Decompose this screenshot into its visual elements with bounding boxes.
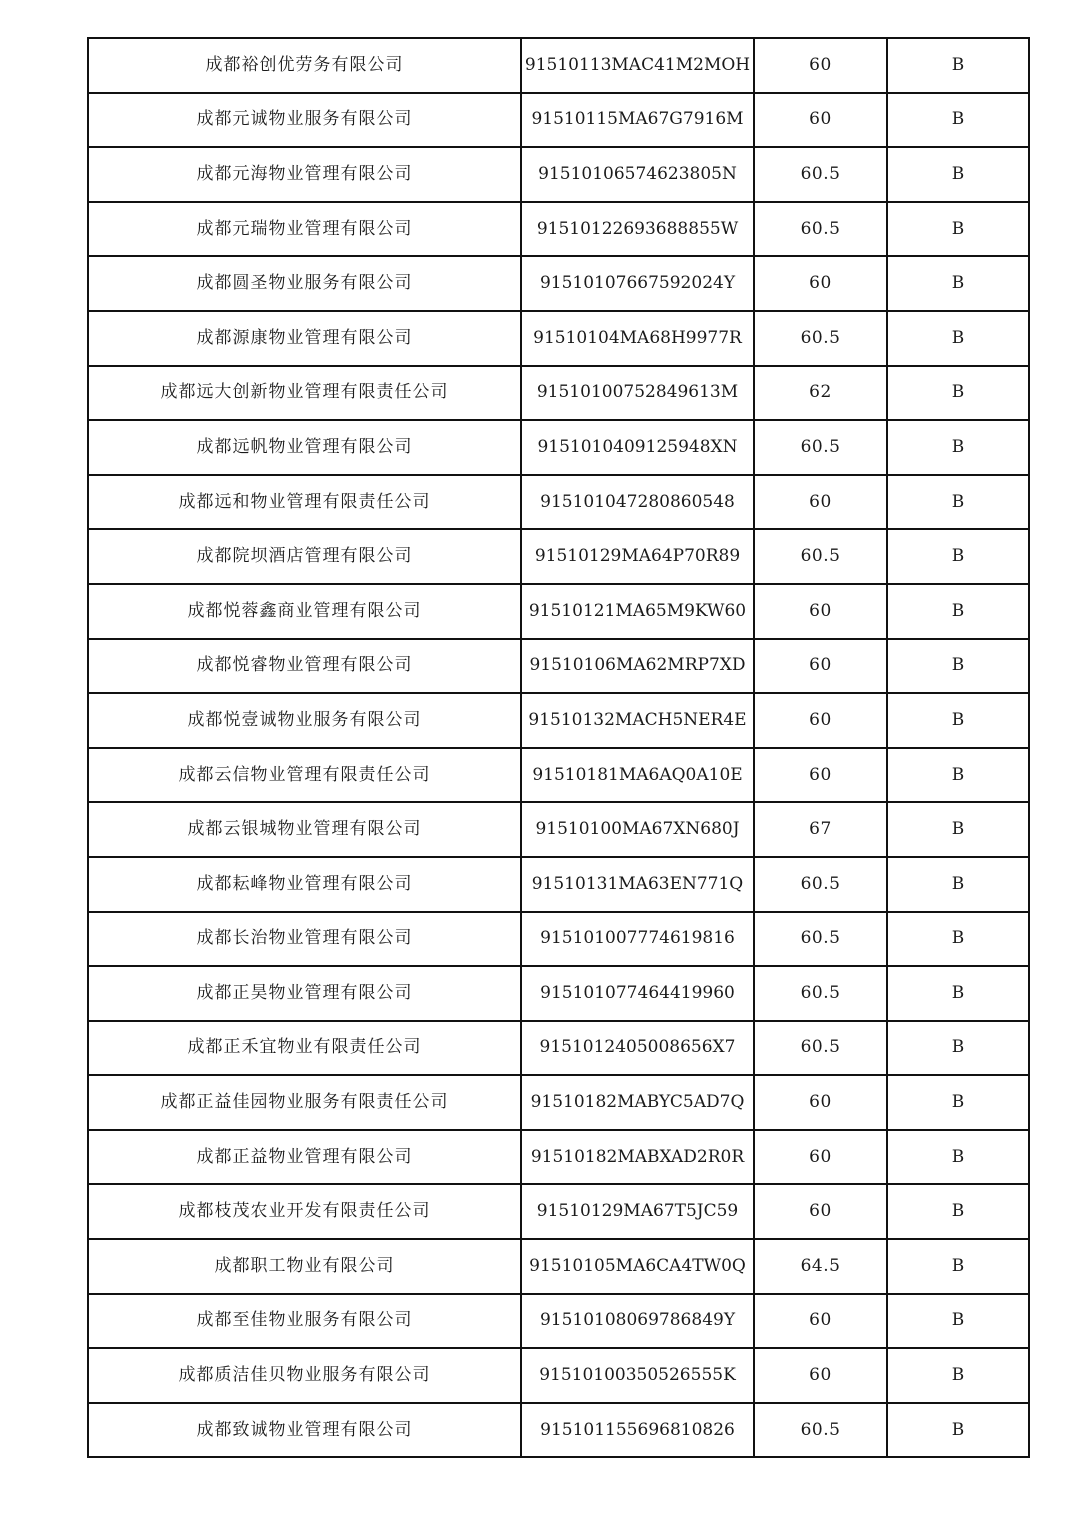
company-name-cell: 成都悦壹诚物业服务有限公司 [88, 693, 521, 748]
credit-code-cell: 91510122693688855W [521, 202, 754, 257]
score-cell: 60 [754, 475, 887, 530]
company-name-cell: 成都远大创新物业管理有限责任公司 [88, 366, 521, 421]
credit-code-cell: 91510129MA67T5JC59 [521, 1184, 754, 1239]
table-row [88, 311, 1029, 366]
credit-code-cell: 91510100752849613M [521, 366, 754, 421]
score-cell: 60.5 [754, 966, 887, 1021]
table-row [88, 802, 1029, 857]
grade-cell: B [887, 1184, 1029, 1239]
grade-cell: B [887, 802, 1029, 857]
company-name-cell: 成都裕创优劳务有限公司 [88, 38, 521, 93]
grade-cell: B [887, 366, 1029, 421]
table-row [88, 1294, 1029, 1349]
score-cell: 60 [754, 1130, 887, 1185]
company-name-cell: 成都正昊物业管理有限公司 [88, 966, 521, 1021]
grade-cell: B [887, 693, 1029, 748]
table-row [88, 1021, 1029, 1076]
company-name-cell: 成都正益佳园物业服务有限责任公司 [88, 1075, 521, 1130]
table-row [88, 912, 1029, 967]
table-row [88, 529, 1029, 584]
score-cell: 60.5 [754, 420, 887, 475]
credit-code-cell: 91510131MA63EN771Q [521, 857, 754, 912]
table-row [88, 748, 1029, 803]
grade-cell: B [887, 93, 1029, 148]
credit-code-cell: 91510181MA6AQ0A10E [521, 748, 754, 803]
score-cell: 60.5 [754, 311, 887, 366]
credit-code-cell: 91510100350526555K [521, 1348, 754, 1403]
company-name-cell: 成都元海物业管理有限公司 [88, 147, 521, 202]
company-name-cell: 成都元诚物业服务有限公司 [88, 93, 521, 148]
score-cell: 62 [754, 366, 887, 421]
table-row [88, 93, 1029, 148]
score-cell: 60.5 [754, 202, 887, 257]
credit-code-cell: 915101155696810826 [521, 1403, 754, 1458]
table-row [88, 38, 1029, 93]
credit-code-cell: 91510105MA6CA4TW0Q [521, 1239, 754, 1294]
company-name-cell: 成都质洁佳贝物业服务有限公司 [88, 1348, 521, 1403]
grade-cell: B [887, 748, 1029, 803]
company-name-cell: 成都元瑞物业管理有限公司 [88, 202, 521, 257]
score-cell: 60 [754, 584, 887, 639]
table-row [88, 584, 1029, 639]
grade-cell: B [887, 639, 1029, 694]
grade-cell: B [887, 38, 1029, 93]
score-cell: 67 [754, 802, 887, 857]
table-row [88, 147, 1029, 202]
credit-code-cell: 91510132MACH5NER4E [521, 693, 754, 748]
table-row [88, 966, 1029, 1021]
company-name-cell: 成都云信物业管理有限责任公司 [88, 748, 521, 803]
credit-code-cell: 91510108069786849Y [521, 1294, 754, 1349]
credit-code-cell: 9151012405008656X7 [521, 1021, 754, 1076]
grade-cell: B [887, 311, 1029, 366]
score-cell: 60.5 [754, 857, 887, 912]
table-row [88, 202, 1029, 257]
credit-code-cell: 91510106574623805N [521, 147, 754, 202]
credit-code-cell: 91510129MA64P70R89 [521, 529, 754, 584]
table-row [88, 693, 1029, 748]
credit-code-cell: 91510104MA68H9977R [521, 311, 754, 366]
table-row [88, 475, 1029, 530]
grade-cell: B [887, 147, 1029, 202]
score-cell: 60 [754, 1348, 887, 1403]
company-name-cell: 成都源康物业管理有限公司 [88, 311, 521, 366]
score-cell: 60 [754, 1184, 887, 1239]
credit-code-cell: 91510107667592024Y [521, 256, 754, 311]
grade-cell: B [887, 420, 1029, 475]
table-body [88, 38, 1029, 1457]
grade-cell: B [887, 1021, 1029, 1076]
table-row [88, 420, 1029, 475]
score-cell: 60.5 [754, 1403, 887, 1458]
score-cell: 60.5 [754, 529, 887, 584]
score-cell: 60 [754, 748, 887, 803]
credit-code-cell: 91510106MA62MRP7XD [521, 639, 754, 694]
credit-code-cell: 915101047280860548 [521, 475, 754, 530]
score-cell: 60.5 [754, 1021, 887, 1076]
grade-cell: B [887, 475, 1029, 530]
credit-code-cell: 91510182MABYC5AD7Q [521, 1075, 754, 1130]
grade-cell: B [887, 1348, 1029, 1403]
score-cell: 60 [754, 1075, 887, 1130]
grade-cell: B [887, 529, 1029, 584]
credit-code-cell: 915101077464419960 [521, 966, 754, 1021]
credit-code-cell: 91510182MABXAD2R0R [521, 1130, 754, 1185]
credit-code-cell: 915101007774619816 [521, 912, 754, 967]
credit-code-cell: 91510113MAC41M2MOH [521, 38, 754, 93]
company-name-cell: 成都正益物业管理有限公司 [88, 1130, 521, 1185]
company-name-cell: 成都悦蓉鑫商业管理有限公司 [88, 584, 521, 639]
company-name-cell: 成都正禾宜物业有限责任公司 [88, 1021, 521, 1076]
credit-code-cell: 91510100MA67XN680J [521, 802, 754, 857]
grade-cell: B [887, 966, 1029, 1021]
credit-code-cell: 91510121MA65M9KW60 [521, 584, 754, 639]
score-cell: 60 [754, 38, 887, 93]
company-name-cell: 成都职工物业有限公司 [88, 1239, 521, 1294]
table-row [88, 1184, 1029, 1239]
table-row [88, 1239, 1029, 1294]
score-cell: 60 [754, 1294, 887, 1349]
table-row [88, 1075, 1029, 1130]
score-cell: 64.5 [754, 1239, 887, 1294]
grade-cell: B [887, 912, 1029, 967]
company-name-cell: 成都长治物业管理有限公司 [88, 912, 521, 967]
score-cell: 60 [754, 639, 887, 694]
score-cell: 60 [754, 256, 887, 311]
grade-cell: B [887, 1075, 1029, 1130]
company-name-cell: 成都圆圣物业服务有限公司 [88, 256, 521, 311]
table-row [88, 639, 1029, 694]
company-name-cell: 成都耘峰物业管理有限公司 [88, 857, 521, 912]
grade-cell: B [887, 1130, 1029, 1185]
table-row [88, 366, 1029, 421]
company-name-cell: 成都枝茂农业开发有限责任公司 [88, 1184, 521, 1239]
credit-code-cell: 9151010409125948XN [521, 420, 754, 475]
company-name-cell: 成都远和物业管理有限责任公司 [88, 475, 521, 530]
grade-cell: B [887, 857, 1029, 912]
grade-cell: B [887, 256, 1029, 311]
company-name-cell: 成都悦睿物业管理有限公司 [88, 639, 521, 694]
score-cell: 60.5 [754, 147, 887, 202]
score-cell: 60 [754, 93, 887, 148]
table-row [88, 857, 1029, 912]
company-rating-table [87, 37, 1030, 1458]
credit-code-cell: 91510115MA67G7916M [521, 93, 754, 148]
company-name-cell: 成都云银城物业管理有限公司 [88, 802, 521, 857]
table-row [88, 1130, 1029, 1185]
score-cell: 60.5 [754, 912, 887, 967]
grade-cell: B [887, 1403, 1029, 1458]
grade-cell: B [887, 1239, 1029, 1294]
grade-cell: B [887, 584, 1029, 639]
score-cell: 60 [754, 693, 887, 748]
grade-cell: B [887, 1294, 1029, 1349]
table-row [88, 1348, 1029, 1403]
company-name-cell: 成都致诚物业管理有限公司 [88, 1403, 521, 1458]
company-name-cell: 成都至佳物业服务有限公司 [88, 1294, 521, 1349]
company-name-cell: 成都远帆物业管理有限公司 [88, 420, 521, 475]
table-row [88, 1403, 1029, 1458]
grade-cell: B [887, 202, 1029, 257]
company-name-cell: 成都院坝酒店管理有限公司 [88, 529, 521, 584]
table-row [88, 256, 1029, 311]
